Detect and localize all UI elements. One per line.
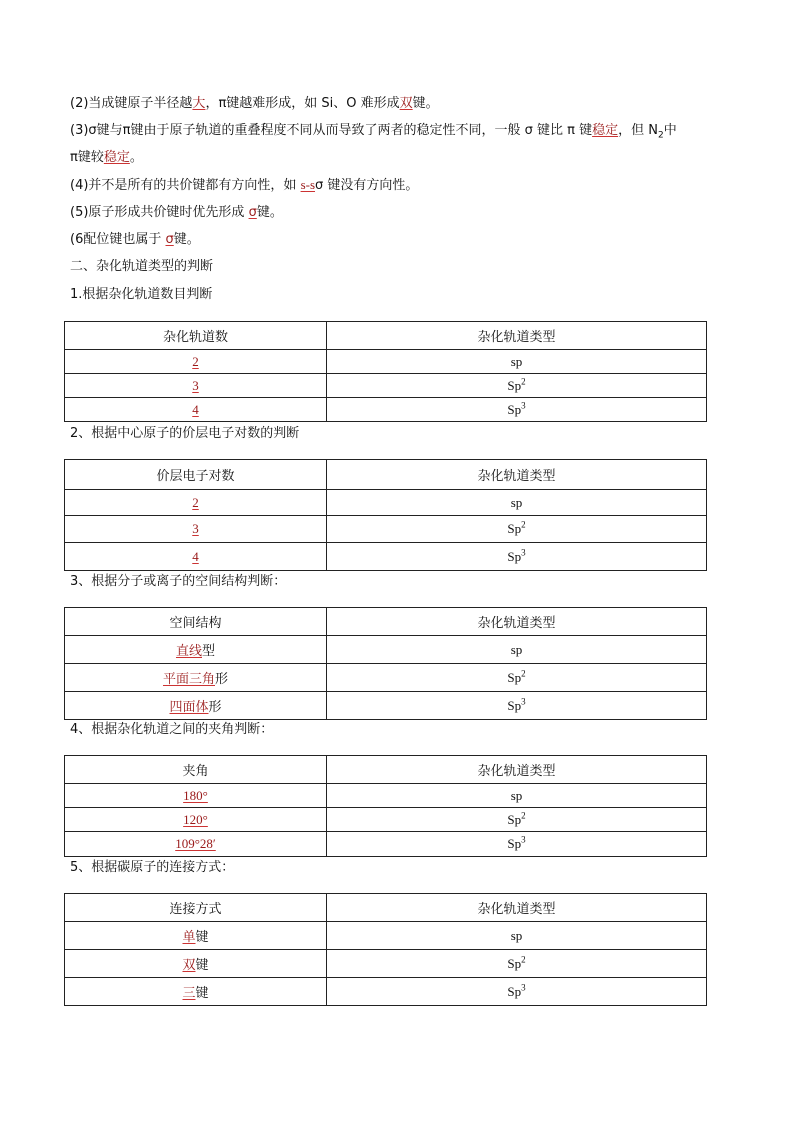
header-cell: 杂化轨道类型: [327, 756, 707, 784]
point-6: [70, 231, 200, 249]
text: π键较: [70, 150, 104, 165]
point-2: [70, 95, 439, 113]
text: Sp: [507, 401, 522, 417]
table-header-row: [65, 322, 707, 350]
cell: [65, 950, 327, 978]
answer-blank: 4: [192, 401, 199, 417]
superscript: 2: [521, 668, 526, 679]
text: (3)σ键与π键由于原子轨道的重叠程度不同从而导致了两者的稳定性不同，一般 σ 键比 π 键: [70, 123, 593, 138]
cell: [327, 543, 707, 571]
superscript: 2: [521, 810, 526, 821]
text: sp: [510, 927, 523, 943]
header-cell: 空间结构: [65, 608, 327, 636]
table-5: [64, 893, 707, 1006]
answer-blank: 120°: [183, 811, 208, 827]
answer-blank: 180°: [183, 787, 208, 803]
cell: [65, 922, 327, 950]
table-1: [64, 321, 707, 422]
answer-blank: 大: [192, 96, 206, 111]
table-row: [65, 543, 707, 571]
cell: [327, 692, 707, 720]
text: (6配位键也属于: [70, 232, 166, 247]
cell: [327, 398, 707, 422]
cell: [65, 636, 327, 664]
answer-blank: 2: [192, 494, 199, 510]
text: 型: [202, 644, 216, 659]
table5-caption: 5、根据碳原子的连接方式：: [70, 860, 235, 875]
table-row: [65, 350, 707, 374]
cell: [65, 692, 327, 720]
answer-blank: 双: [182, 958, 196, 973]
table-row: [65, 636, 707, 664]
text: Sp: [507, 811, 522, 827]
answer-blank: 3: [192, 521, 199, 536]
text: σ 键没有方向性。: [315, 178, 419, 193]
text: Sp: [507, 521, 522, 536]
header-cell: 夹角: [65, 756, 327, 784]
answer-blank: 双: [399, 96, 413, 111]
text: Sp: [507, 983, 522, 999]
superscript: 3: [521, 400, 526, 411]
text: 键。: [256, 205, 283, 220]
table-row: [65, 950, 707, 978]
header-cell: 杂化轨道类型: [327, 322, 707, 350]
table-3: [64, 607, 707, 720]
table-row: [65, 808, 707, 832]
table-row: [65, 692, 707, 720]
answer-blank: 单: [182, 930, 196, 945]
text: sp: [510, 641, 523, 657]
table-header-row: [65, 608, 707, 636]
text: ，但 N: [618, 123, 658, 138]
cell: [327, 516, 707, 543]
cell: [65, 516, 327, 543]
table3-caption: 3、根据分子或离子的空间结构判断：: [70, 574, 287, 589]
answer-blank: σ: [165, 232, 174, 247]
text: 。: [129, 150, 143, 165]
text: sp: [510, 494, 523, 510]
point-3: [70, 122, 677, 140]
table-row: [65, 398, 707, 422]
superscript: 3: [521, 547, 526, 558]
text: 键。: [173, 232, 200, 247]
cell: [65, 350, 327, 374]
cell: [327, 490, 707, 516]
cell: [327, 922, 707, 950]
superscript: 2: [521, 376, 526, 387]
table2-caption: 2、根据中心原子的价层电子对数的判断: [70, 426, 300, 441]
answer-blank: σ: [248, 205, 257, 220]
answer-blank: 4: [192, 548, 199, 564]
table-row: [65, 784, 707, 808]
answer-blank: 109°28′: [175, 836, 216, 851]
header-cell: 价层电子对数: [65, 460, 327, 490]
answer-blank: 四面体: [169, 700, 209, 715]
cell: [65, 978, 327, 1006]
table-row: [65, 490, 707, 516]
cell: [65, 808, 327, 832]
subscript: 2: [657, 130, 664, 141]
cell: [327, 350, 707, 374]
header-cell: 杂化轨道数: [65, 322, 327, 350]
text: sp: [510, 353, 523, 369]
cell: [327, 950, 707, 978]
cell: [65, 832, 327, 857]
text: 中: [663, 123, 677, 138]
table-row: [65, 922, 707, 950]
cell: [65, 398, 327, 422]
text: ，π键越难形成，如 Si、O 难形成: [205, 96, 400, 111]
text: Sp: [507, 697, 522, 713]
cell: [65, 543, 327, 571]
superscript: 3: [521, 982, 526, 993]
table-header-row: [65, 756, 707, 784]
answer-blank: 3: [192, 377, 199, 393]
header-cell: 杂化轨道类型: [327, 894, 707, 922]
header-cell: 杂化轨道类型: [327, 608, 707, 636]
table-header-row: [65, 894, 707, 922]
section-heading: 二、杂化轨道类型的判断: [70, 259, 214, 274]
table-header-row: [65, 460, 707, 490]
table1-caption: 1.根据杂化轨道数目判断: [70, 287, 213, 302]
cell: [327, 784, 707, 808]
point-5: [70, 204, 283, 222]
superscript: 3: [521, 834, 526, 845]
text: 键: [195, 930, 209, 945]
cell: [65, 374, 327, 398]
cell: [327, 978, 707, 1006]
answer-blank: 直线: [175, 644, 202, 659]
answer-blank: 稳定: [592, 123, 619, 138]
superscript: 2: [521, 519, 526, 530]
text: 键: [195, 986, 209, 1001]
text: Sp: [507, 377, 522, 393]
cell: [65, 784, 327, 808]
text: 键。: [412, 96, 439, 111]
cell: [327, 664, 707, 692]
table-row: [65, 374, 707, 398]
superscript: 2: [521, 954, 526, 965]
text: (4)并不是所有的共价键都有方向性，如: [70, 178, 301, 193]
text: Sp: [507, 669, 522, 685]
table4-caption: 4、根据杂化轨道之间的夹角判断：: [70, 722, 274, 737]
text: Sp: [507, 836, 522, 851]
cell: [327, 808, 707, 832]
cell: [65, 664, 327, 692]
table-row: [65, 832, 707, 857]
answer-blank: 三: [182, 986, 196, 1001]
table-4: [64, 755, 707, 857]
text: sp: [510, 787, 523, 803]
text: Sp: [507, 955, 522, 971]
answer-blank: 2: [192, 353, 199, 369]
text: (2)当成键原子半径越: [70, 96, 193, 111]
text: 形: [208, 700, 222, 715]
cell: [65, 490, 327, 516]
text: (5)原子形成共价键时优先形成: [70, 205, 249, 220]
answer-blank: 稳定: [103, 150, 130, 165]
header-cell: 杂化轨道类型: [327, 460, 707, 490]
text: Sp: [507, 548, 522, 564]
cell: [327, 636, 707, 664]
table-row: [65, 664, 707, 692]
header-cell: 连接方式: [65, 894, 327, 922]
table-2: [64, 459, 707, 571]
answer-blank: s-s: [300, 177, 316, 192]
text: 键: [195, 958, 209, 973]
point-4: [70, 176, 418, 195]
cell: [327, 374, 707, 398]
table-row: [65, 516, 707, 543]
cell: [327, 832, 707, 857]
text: 形: [215, 672, 229, 687]
point-3-cont: [70, 149, 143, 167]
table-row: [65, 978, 707, 1006]
answer-blank: 平面三角: [162, 672, 215, 687]
superscript: 3: [521, 696, 526, 707]
